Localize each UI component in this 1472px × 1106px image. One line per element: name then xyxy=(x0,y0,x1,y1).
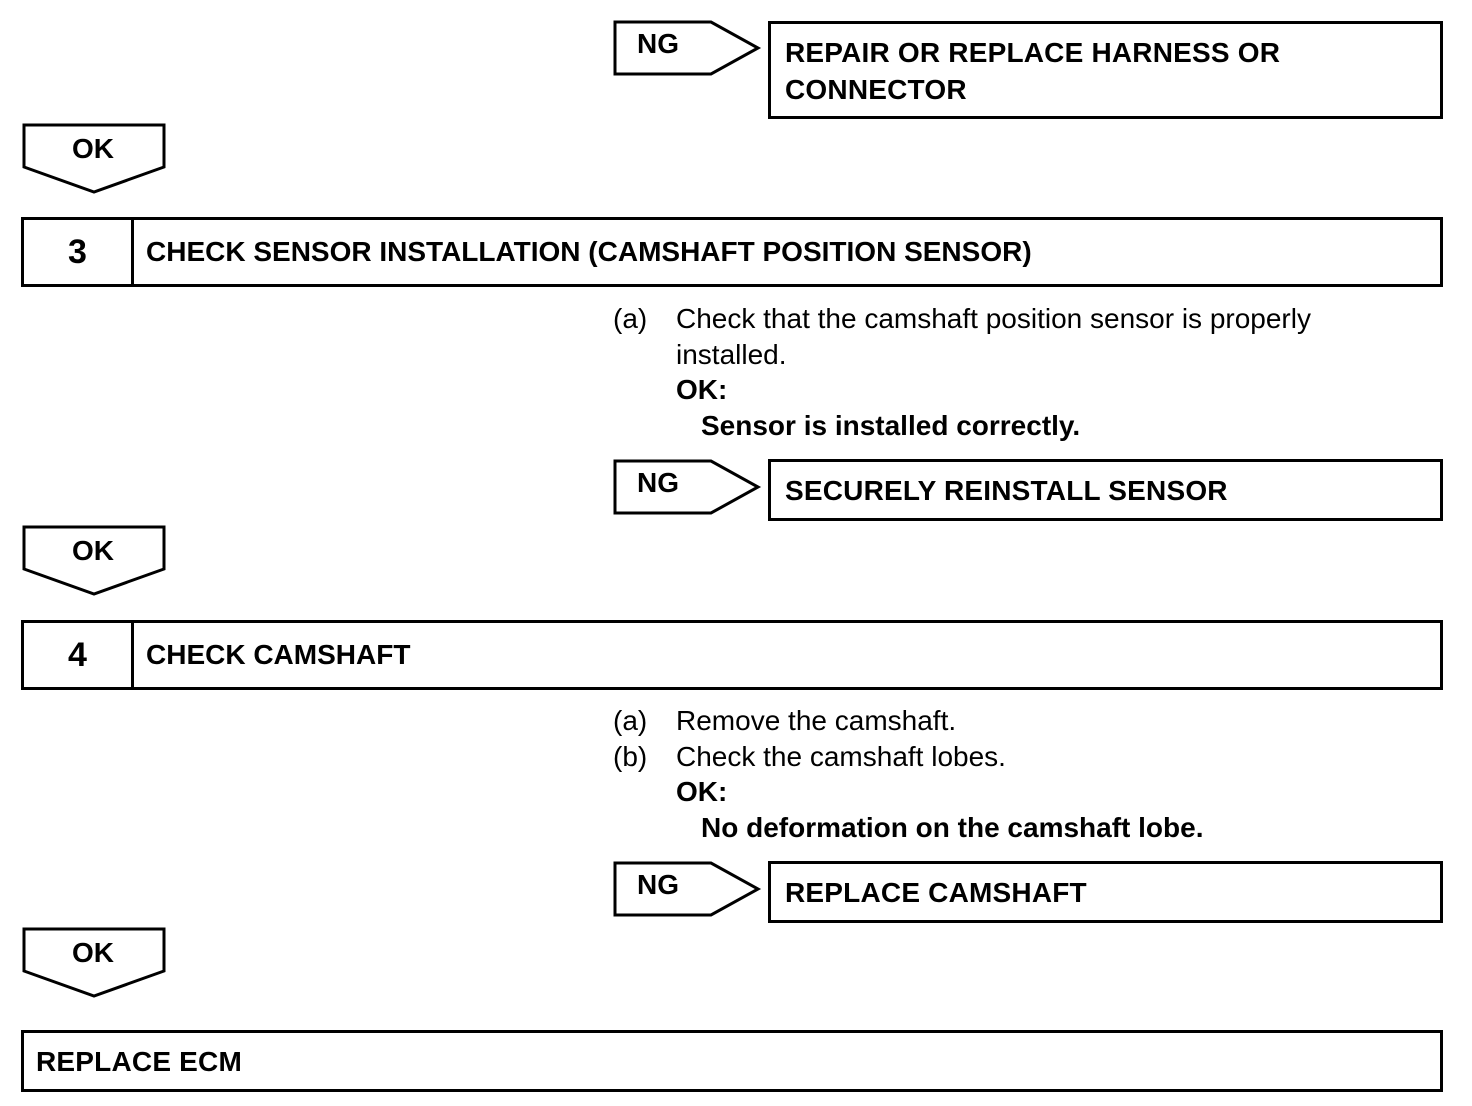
ok-criteria-header: OK: xyxy=(676,374,728,405)
ng-action-text-line1: REPAIR OR REPLACE HARNESS OR xyxy=(785,37,1281,68)
ok-arrow xyxy=(22,525,168,597)
ng-arrow-shape xyxy=(613,459,763,515)
ng-action-box-reinstall-sensor xyxy=(768,459,1443,521)
final-action-text: REPLACE ECM xyxy=(36,1046,242,1077)
ok-arrow xyxy=(22,123,168,195)
substep-text-line2: installed. xyxy=(676,339,787,370)
ok-label: OK xyxy=(72,133,114,164)
ng-arrow-shape xyxy=(613,20,763,76)
ng-action-box-repair-harness xyxy=(768,21,1443,119)
step-title: CHECK CAMSHAFT xyxy=(146,639,411,670)
substep-b xyxy=(613,739,1413,775)
substep-label: (a) xyxy=(613,705,648,736)
step-number: 3 xyxy=(24,220,134,284)
substep-label: (b) xyxy=(613,741,648,772)
substep-text-line1: Check that the camshaft position sensor is properly xyxy=(676,303,1311,334)
ok-criteria-result: No deformation on the camshaft lobe. xyxy=(701,812,1204,843)
step-title: CHECK SENSOR INSTALLATION (CAMSHAFT POSITION SENSOR) xyxy=(146,236,1032,267)
ng-action-text: SECURELY REINSTALL SENSOR xyxy=(785,475,1228,506)
ng-label: NG xyxy=(637,869,679,900)
substep-text: Remove the camshaft. xyxy=(676,705,957,736)
ng-arrow xyxy=(613,861,763,917)
substep-text: Check the camshaft lobes. xyxy=(676,741,1006,772)
substep-a xyxy=(613,301,1413,373)
ok-label: OK xyxy=(72,535,114,566)
ok-arrow xyxy=(22,927,168,999)
ok-criteria-result: Sensor is installed correctly. xyxy=(701,410,1081,441)
ng-arrow xyxy=(613,459,763,515)
ng-arrow-shape xyxy=(613,861,763,917)
step-4-header xyxy=(21,620,1443,690)
ng-label: NG xyxy=(637,28,679,59)
ng-action-box-replace-camshaft xyxy=(768,861,1443,923)
ng-action-text: REPLACE CAMSHAFT xyxy=(785,877,1087,908)
substep-label: (a) xyxy=(613,303,648,334)
ok-label: OK xyxy=(72,937,114,968)
step-number: 4 xyxy=(24,623,134,687)
ok-criteria-header: OK: xyxy=(676,776,728,807)
ng-action-text-line2: CONNECTOR xyxy=(785,74,967,105)
substep-a xyxy=(613,703,1413,739)
ng-arrow xyxy=(613,20,763,76)
final-action-box xyxy=(21,1030,1443,1092)
ng-label: NG xyxy=(637,467,679,498)
step-3-header xyxy=(21,217,1443,287)
